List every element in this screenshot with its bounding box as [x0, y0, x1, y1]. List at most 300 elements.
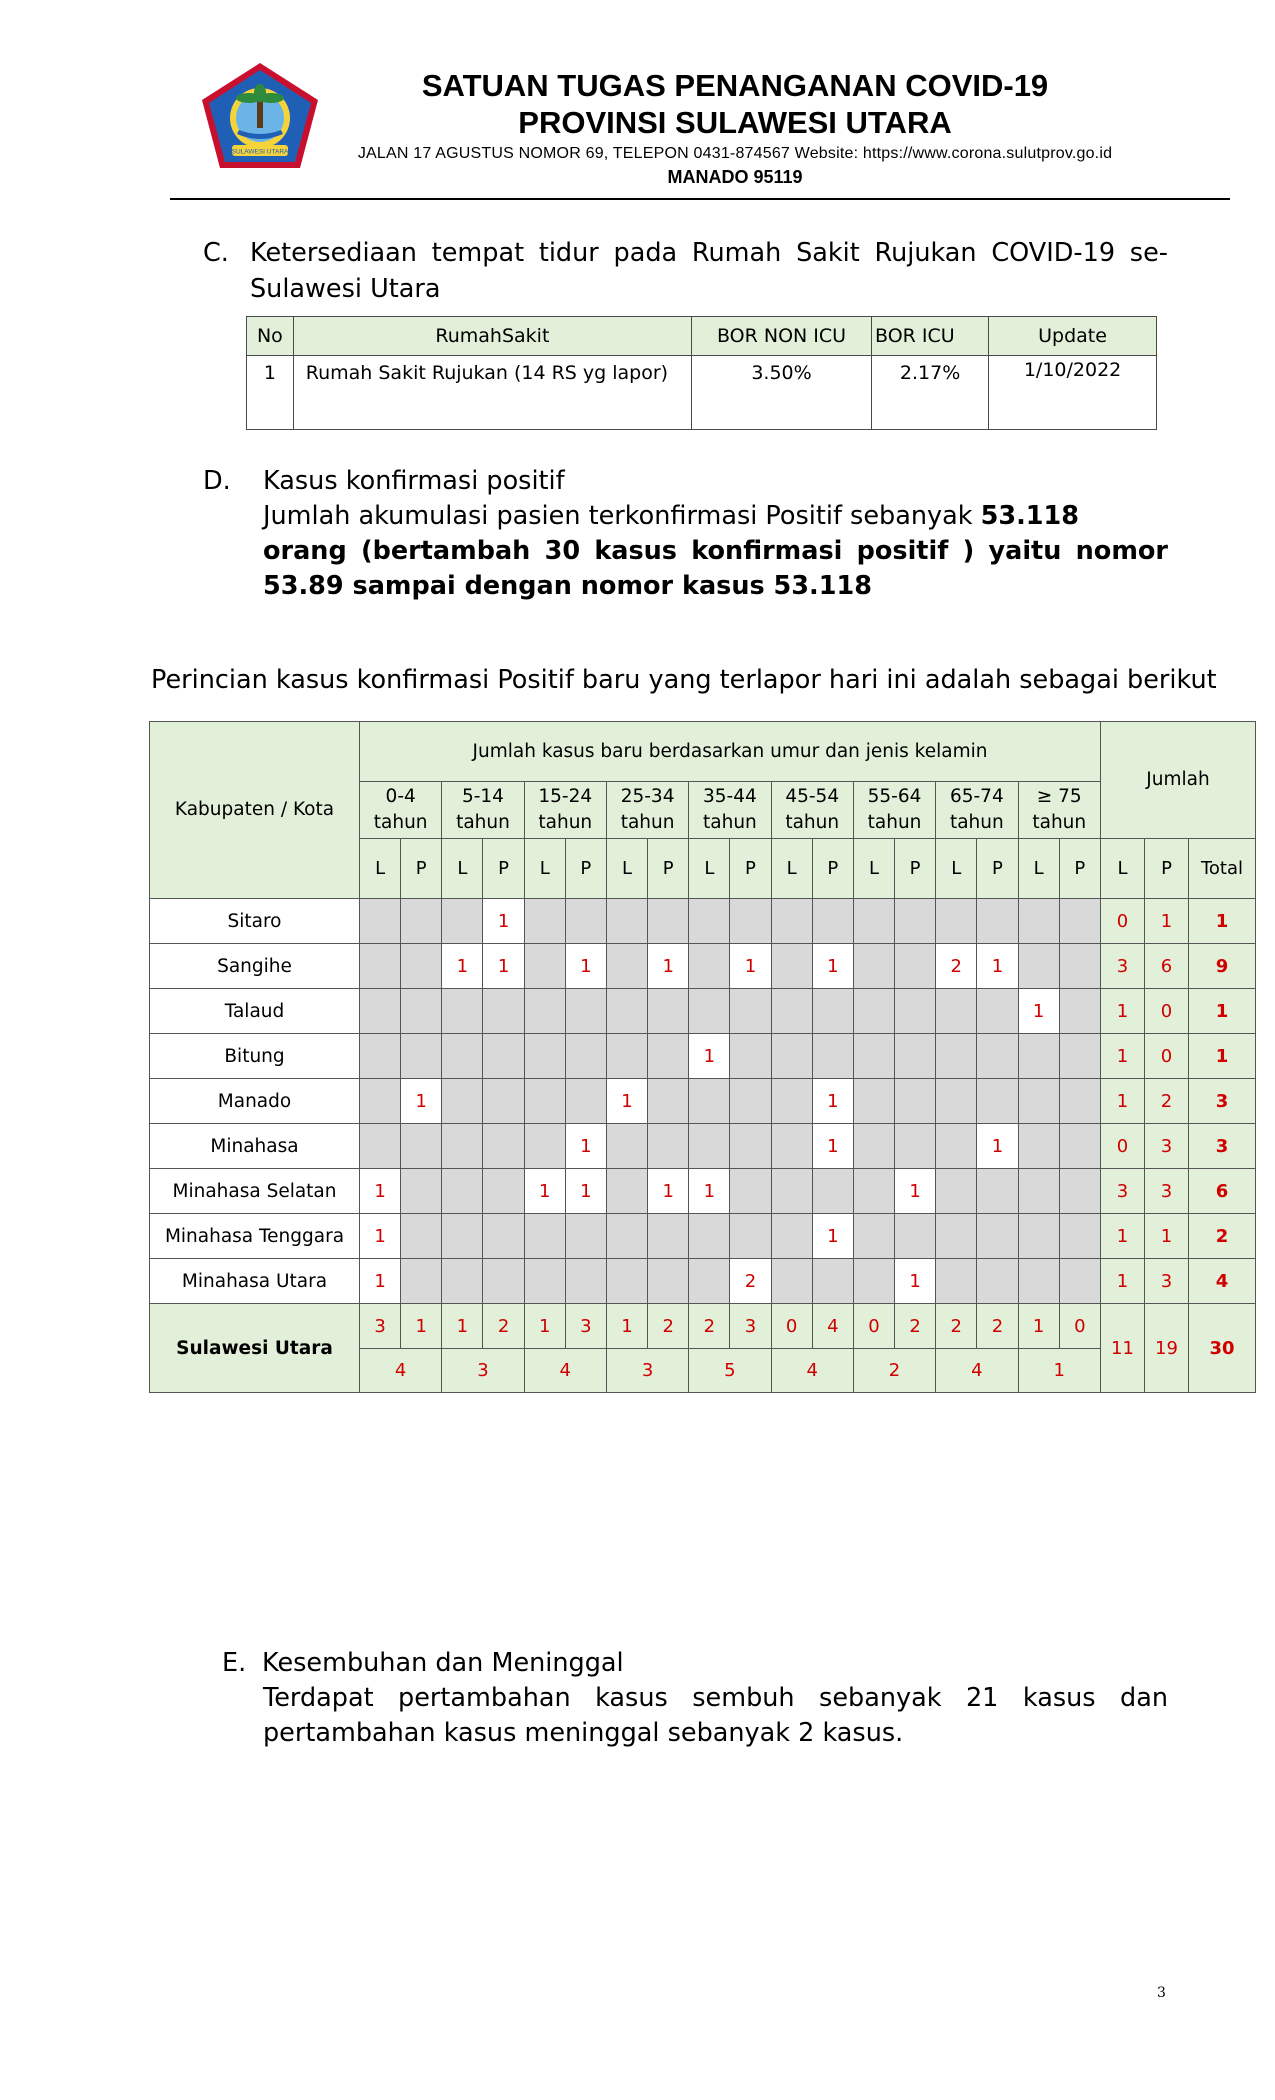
summary-count-cell: 3 [730, 1304, 771, 1349]
summary-count-cell: 1 [442, 1304, 483, 1349]
case-count-cell [1059, 1079, 1100, 1124]
case-count-cell [360, 944, 401, 989]
case-count-cell [771, 1214, 812, 1259]
total-cell: 1 [1189, 1034, 1256, 1079]
case-count-cell [771, 1169, 812, 1214]
case-count-cell [401, 1034, 442, 1079]
summary-count-cell: 0 [853, 1304, 894, 1349]
region-name: Minahasa Selatan [150, 1169, 360, 1214]
summary-count-cell: 2 [689, 1304, 730, 1349]
sex-label: L [524, 839, 565, 899]
summary-group-total: 4 [771, 1349, 853, 1393]
case-count-cell [936, 1034, 977, 1079]
case-count-cell [565, 1034, 606, 1079]
case-count-cell: 1 [565, 1124, 606, 1169]
total-p-cell: 1 [1145, 1214, 1189, 1259]
case-count-cell [771, 989, 812, 1034]
total-l-cell: 3 [1101, 944, 1145, 989]
case-count-cell [524, 944, 565, 989]
case-count-cell [483, 1214, 524, 1259]
case-count-cell [977, 1034, 1018, 1079]
case-count-cell [565, 899, 606, 944]
case-count-cell [689, 989, 730, 1034]
case-count-cell [689, 1124, 730, 1169]
total-cell: 3 [1189, 1124, 1256, 1169]
letterhead-title-2: PROVINSI SULAWESI UTARA [518, 105, 952, 140]
case-count-cell [401, 899, 442, 944]
case-count-cell [401, 1169, 442, 1214]
case-count-cell [606, 1259, 647, 1304]
sex-label: P [1059, 839, 1100, 899]
summary-group-total: 3 [606, 1349, 688, 1393]
case-count-cell [442, 1124, 483, 1169]
summary-total-l: 11 [1101, 1304, 1145, 1393]
table-row [150, 899, 1256, 944]
case-count-cell [895, 899, 936, 944]
section-d-total-cases: 53.118 [980, 501, 1079, 531]
case-count-cell [401, 944, 442, 989]
total-cell: 6 [1189, 1169, 1256, 1214]
case-count-cell [853, 1214, 894, 1259]
summary-count-cell: 2 [895, 1304, 936, 1349]
case-count-cell [442, 989, 483, 1034]
case-count-cell: 1 [360, 1214, 401, 1259]
case-count-cell [895, 1124, 936, 1169]
case-count-cell [565, 989, 606, 1034]
sex-label: P [895, 839, 936, 899]
table-row [150, 989, 1256, 1034]
summary-count-cell: 4 [812, 1304, 853, 1349]
section-e-line-2: pertambahan kasus meninggal sebanyak 2 kasus. [263, 1718, 904, 1748]
case-count-cell [771, 1034, 812, 1079]
region-name: Manado [150, 1079, 360, 1124]
case-count-cell [483, 1079, 524, 1124]
age-group-unit: tahun [785, 812, 840, 833]
case-count-cell [812, 1034, 853, 1079]
case-count-cell [689, 944, 730, 989]
case-count-cell: 1 [730, 944, 771, 989]
letterhead-divider [170, 198, 1230, 200]
table-row [150, 1124, 1256, 1169]
col-no: No [247, 317, 294, 356]
table-row [150, 1169, 1256, 1214]
case-count-cell: 1 [895, 1169, 936, 1214]
case-count-cell [936, 1259, 977, 1304]
total-l-cell: 0 [1101, 1124, 1145, 1169]
age-group-unit: tahun [373, 812, 428, 833]
case-count-cell [853, 1079, 894, 1124]
case-count-cell [1059, 1034, 1100, 1079]
case-count-cell [606, 1034, 647, 1079]
case-count-cell [730, 899, 771, 944]
case-count-cell [442, 1259, 483, 1304]
case-count-cell [730, 1034, 771, 1079]
case-count-cell: 2 [936, 944, 977, 989]
case-count-cell [606, 899, 647, 944]
summary-count-cell: 2 [648, 1304, 689, 1349]
case-count-cell [853, 1124, 894, 1169]
case-count-cell [936, 1169, 977, 1214]
cell-update: 1/10/2022 [989, 356, 1157, 430]
hospital-table-header [247, 317, 1157, 356]
case-count-cell [853, 1034, 894, 1079]
case-count-cell [1059, 1259, 1100, 1304]
case-count-cell [606, 1214, 647, 1259]
case-count-cell [895, 1034, 936, 1079]
case-count-cell [1059, 1214, 1100, 1259]
case-count-cell [977, 1214, 1018, 1259]
case-count-cell [730, 1214, 771, 1259]
case-count-cell [1059, 899, 1100, 944]
sex-label: L [606, 839, 647, 899]
summary-group-total: 4 [936, 1349, 1018, 1393]
case-count-cell: 1 [812, 1124, 853, 1169]
hospital-table-row [247, 356, 1157, 430]
section-c-label: C. [203, 238, 229, 268]
sex-label: P [401, 839, 442, 899]
case-count-cell: 1 [977, 1124, 1018, 1169]
detail-intro: Perincian kasus konfirmasi Positif baru yang terlapor hari ini adalah sebagai berikut [151, 665, 1217, 695]
case-count-cell [442, 1034, 483, 1079]
case-count-cell [895, 944, 936, 989]
logo-banner-text: SULAWESI UTARA [231, 148, 289, 156]
case-count-cell [1018, 1169, 1059, 1214]
sex-label: P [648, 839, 689, 899]
total-header: Jumlah [1101, 722, 1256, 839]
summary-count-cell: 1 [606, 1304, 647, 1349]
letterhead-address: JALAN 17 AGUSTUS NOMOR 69, TELEPON 0431-874567 Website: https://www.corona.sulutprov.go.id [357, 145, 1113, 162]
age-group-unit: tahun [456, 812, 510, 833]
age-group-range: ≥ 75 [1036, 786, 1082, 807]
case-count-cell: 1 [565, 944, 606, 989]
age-group-header [524, 782, 606, 839]
sex-label: L [853, 839, 894, 899]
section-c-text-1: Ketersediaan tempat tidur pada Rumah Sakit Rujukan COVID-19 se- [250, 238, 1168, 268]
letterhead-title-1: SATUAN TUGAS PENANGANAN COVID-19 [421, 68, 1049, 103]
case-count-cell [1059, 944, 1100, 989]
case-count-cell [648, 1034, 689, 1079]
section-d-line-1-text: Jumlah akumulasi pasien terkonfirmasi Positif sebanyak [263, 501, 981, 531]
summary-group-total: 5 [689, 1349, 771, 1393]
total-cell: 9 [1189, 944, 1256, 989]
region-name: Bitung [150, 1034, 360, 1079]
case-count-cell [606, 989, 647, 1034]
case-count-cell [689, 1214, 730, 1259]
case-count-cell [771, 1079, 812, 1124]
case-count-cell [853, 1259, 894, 1304]
new-cases-table [149, 721, 1256, 1393]
case-count-cell: 1 [442, 944, 483, 989]
age-group-unit: tahun [538, 812, 593, 833]
col-update: Update [989, 317, 1157, 356]
age-group-unit: tahun [703, 812, 757, 833]
total-cell: 1 [1189, 989, 1256, 1034]
total-cell: 2 [1189, 1214, 1256, 1259]
case-count-cell [606, 1124, 647, 1169]
case-count-cell: 1 [895, 1259, 936, 1304]
summary-count-cell: 1 [401, 1304, 442, 1349]
case-count-cell [648, 989, 689, 1034]
case-count-cell [442, 1214, 483, 1259]
region-header: Kabupaten / Kota [150, 722, 360, 899]
case-count-cell: 1 [483, 899, 524, 944]
total-p-cell: 6 [1145, 944, 1189, 989]
section-e-title: Kesembuhan dan Meninggal [262, 1648, 624, 1678]
case-count-cell [606, 944, 647, 989]
total-p-cell: 3 [1145, 1259, 1189, 1304]
case-count-cell [648, 1259, 689, 1304]
case-count-cell [689, 1079, 730, 1124]
case-count-cell: 1 [689, 1169, 730, 1214]
case-count-cell [360, 1124, 401, 1169]
case-count-cell [730, 1124, 771, 1169]
age-group-range: 65-74 [949, 786, 1004, 807]
age-group-unit: tahun [949, 812, 1004, 833]
case-count-cell [1018, 1259, 1059, 1304]
case-count-cell [524, 989, 565, 1034]
case-count-cell [524, 1259, 565, 1304]
case-count-cell: 1 [812, 1214, 853, 1259]
region-name: Sangihe [150, 944, 360, 989]
case-count-cell [1018, 1034, 1059, 1079]
case-count-cell [483, 1259, 524, 1304]
case-count-cell [977, 899, 1018, 944]
col-bor-icu: BOR ICU [872, 317, 989, 356]
case-count-cell [360, 1079, 401, 1124]
case-count-cell: 1 [648, 944, 689, 989]
cell-bor-icu: 2.17% [872, 356, 989, 430]
summary-count-cell: 3 [565, 1304, 606, 1349]
total-l-cell: 1 [1101, 989, 1145, 1034]
letterhead-city: MANADO 95119 [667, 167, 803, 187]
case-count-cell [1018, 1214, 1059, 1259]
case-count-cell: 1 [360, 1259, 401, 1304]
age-group-range: 45-54 [785, 786, 840, 807]
case-count-cell [1059, 1169, 1100, 1214]
age-group-header [360, 782, 442, 839]
case-count-cell [565, 1214, 606, 1259]
case-count-cell [483, 1169, 524, 1214]
sex-label: L [442, 839, 483, 899]
case-count-cell [853, 944, 894, 989]
sex-label: L [360, 839, 401, 899]
age-group-range: 5-14 [461, 786, 504, 807]
col-bor-non-icu: BOR NON ICU [692, 317, 872, 356]
case-count-cell [771, 1124, 812, 1169]
table-row [150, 944, 1256, 989]
case-count-cell: 2 [730, 1259, 771, 1304]
summary-name: Sulawesi Utara [150, 1304, 360, 1393]
case-count-cell [936, 1124, 977, 1169]
case-count-cell [895, 989, 936, 1034]
case-count-cell [977, 989, 1018, 1034]
case-count-cell: 1 [606, 1079, 647, 1124]
table-row [150, 1079, 1256, 1124]
case-count-cell [895, 1079, 936, 1124]
summary-count-cell: 2 [977, 1304, 1018, 1349]
case-count-cell [360, 899, 401, 944]
age-group-range: 35-44 [703, 786, 757, 807]
case-count-cell [565, 1079, 606, 1124]
section-d-line-2: orang (bertambah 30 kasus konfirmasi positif ) yaitu nomor [263, 536, 1168, 566]
cell-no: 1 [247, 356, 294, 430]
case-count-cell [1059, 989, 1100, 1034]
case-count-cell [936, 1214, 977, 1259]
region-name: Sitaro [150, 899, 360, 944]
case-count-cell [401, 1124, 442, 1169]
age-group-range: 15-24 [538, 786, 593, 807]
case-count-cell [771, 1259, 812, 1304]
case-count-cell [1059, 1124, 1100, 1169]
case-count-cell [812, 989, 853, 1034]
case-count-cell [360, 1034, 401, 1079]
case-count-cell [524, 899, 565, 944]
total-p-cell: 2 [1145, 1079, 1189, 1124]
age-group-header [689, 782, 771, 839]
sex-label: P [483, 839, 524, 899]
total-label: Total [1189, 839, 1256, 899]
sex-label: P [565, 839, 606, 899]
case-count-cell [401, 1214, 442, 1259]
table-row [150, 1034, 1256, 1079]
total-label: L [1101, 839, 1145, 899]
sex-label: L [771, 839, 812, 899]
section-e-label: E. [222, 1648, 247, 1678]
case-count-cell [1018, 1124, 1059, 1169]
case-count-cell [648, 899, 689, 944]
summary-group-total: 1 [1018, 1349, 1101, 1393]
total-cell: 3 [1189, 1079, 1256, 1124]
total-cell: 1 [1189, 899, 1256, 944]
case-count-cell [812, 899, 853, 944]
case-count-cell [730, 1079, 771, 1124]
total-p-cell: 1 [1145, 899, 1189, 944]
summary-count-cell: 2 [936, 1304, 977, 1349]
case-count-cell [936, 1079, 977, 1124]
case-count-cell [606, 1169, 647, 1214]
age-group-unit: tahun [867, 812, 922, 833]
total-l-cell: 1 [1101, 1259, 1145, 1304]
case-count-cell [524, 1034, 565, 1079]
case-count-cell [689, 899, 730, 944]
case-count-cell: 1 [648, 1169, 689, 1214]
case-count-cell [936, 989, 977, 1034]
region-name: Minahasa Tenggara [150, 1214, 360, 1259]
total-l-cell: 1 [1101, 1034, 1145, 1079]
summary-count-cell: 2 [483, 1304, 524, 1349]
case-count-cell: 1 [360, 1169, 401, 1214]
case-count-cell: 1 [1018, 989, 1059, 1034]
summary-total: 30 [1189, 1304, 1256, 1393]
total-p-cell: 3 [1145, 1169, 1189, 1214]
total-p-cell: 0 [1145, 989, 1189, 1034]
summary-total-p: 19 [1145, 1304, 1189, 1393]
case-count-cell: 1 [812, 1079, 853, 1124]
summary-count-cell: 3 [360, 1304, 401, 1349]
case-count-cell [853, 1169, 894, 1214]
cell-bor-non-icu: 3.50% [692, 356, 872, 430]
case-count-cell [648, 1079, 689, 1124]
table-row [150, 1214, 1256, 1259]
case-count-cell [936, 899, 977, 944]
section-e-line-1: Terdapat pertambahan kasus sembuh sebanyak 21 kasus dan [263, 1683, 1168, 1713]
age-group-range: 55-64 [867, 786, 922, 807]
summary-count-cell: 1 [524, 1304, 565, 1349]
case-count-cell: 1 [401, 1079, 442, 1124]
case-count-cell [648, 1214, 689, 1259]
case-count-cell: 1 [565, 1169, 606, 1214]
case-count-cell [483, 989, 524, 1034]
age-group-header [442, 782, 524, 839]
sex-label: P [730, 839, 771, 899]
case-count-cell [1018, 1079, 1059, 1124]
total-l-cell: 3 [1101, 1169, 1145, 1214]
case-count-cell [524, 1214, 565, 1259]
section-d-title: Kasus konfirmasi positif [263, 466, 565, 496]
sex-label: P [977, 839, 1018, 899]
case-count-cell [977, 1169, 1018, 1214]
total-cell: 4 [1189, 1259, 1256, 1304]
case-count-cell [771, 944, 812, 989]
case-count-cell [812, 1259, 853, 1304]
case-count-cell [565, 1259, 606, 1304]
case-count-cell [730, 989, 771, 1034]
age-group-header [771, 782, 853, 839]
total-p-cell: 3 [1145, 1124, 1189, 1169]
summary-count-cell: 0 [1059, 1304, 1100, 1349]
col-rumah-sakit: RumahSakit [293, 317, 691, 356]
age-group-header [1018, 782, 1101, 839]
section-d-line-3: 53.89 sampai dengan nomor kasus 53.118 [263, 571, 872, 601]
case-count-cell: 1 [812, 944, 853, 989]
total-p-cell: 0 [1145, 1034, 1189, 1079]
section-c-text-2: Sulawesi Utara [250, 274, 441, 304]
case-count-cell [442, 899, 483, 944]
case-count-cell [401, 989, 442, 1034]
summary-group-total: 2 [853, 1349, 935, 1393]
case-count-cell [812, 1169, 853, 1214]
case-count-cell [977, 1259, 1018, 1304]
region-name: Minahasa Utara [150, 1259, 360, 1304]
page-number: 3 [1157, 1985, 1166, 2001]
case-count-cell [360, 989, 401, 1034]
case-count-cell [442, 1169, 483, 1214]
case-count-cell [689, 1259, 730, 1304]
total-l-cell: 1 [1101, 1079, 1145, 1124]
section-d-label: D. [203, 466, 231, 496]
summary-group-total: 4 [524, 1349, 606, 1393]
case-count-cell [483, 1034, 524, 1079]
case-count-cell [442, 1079, 483, 1124]
case-count-cell: 1 [524, 1169, 565, 1214]
age-group-range: 0-4 [385, 786, 416, 807]
summary-group-total: 3 [442, 1349, 524, 1393]
hospital-bed-table [246, 316, 1157, 430]
case-count-cell [1018, 944, 1059, 989]
summary-group-total: 4 [360, 1349, 442, 1393]
case-count-cell: 1 [483, 944, 524, 989]
summary-count-cell: 0 [771, 1304, 812, 1349]
total-l-cell: 0 [1101, 899, 1145, 944]
age-group-range: 25-34 [620, 786, 675, 807]
sex-label: P [812, 839, 853, 899]
sex-label: L [1018, 839, 1059, 899]
case-count-cell: 1 [689, 1034, 730, 1079]
case-count-cell [483, 1124, 524, 1169]
section-d-line-1 [263, 499, 1168, 534]
case-count-cell [401, 1259, 442, 1304]
case-count-cell [648, 1124, 689, 1169]
